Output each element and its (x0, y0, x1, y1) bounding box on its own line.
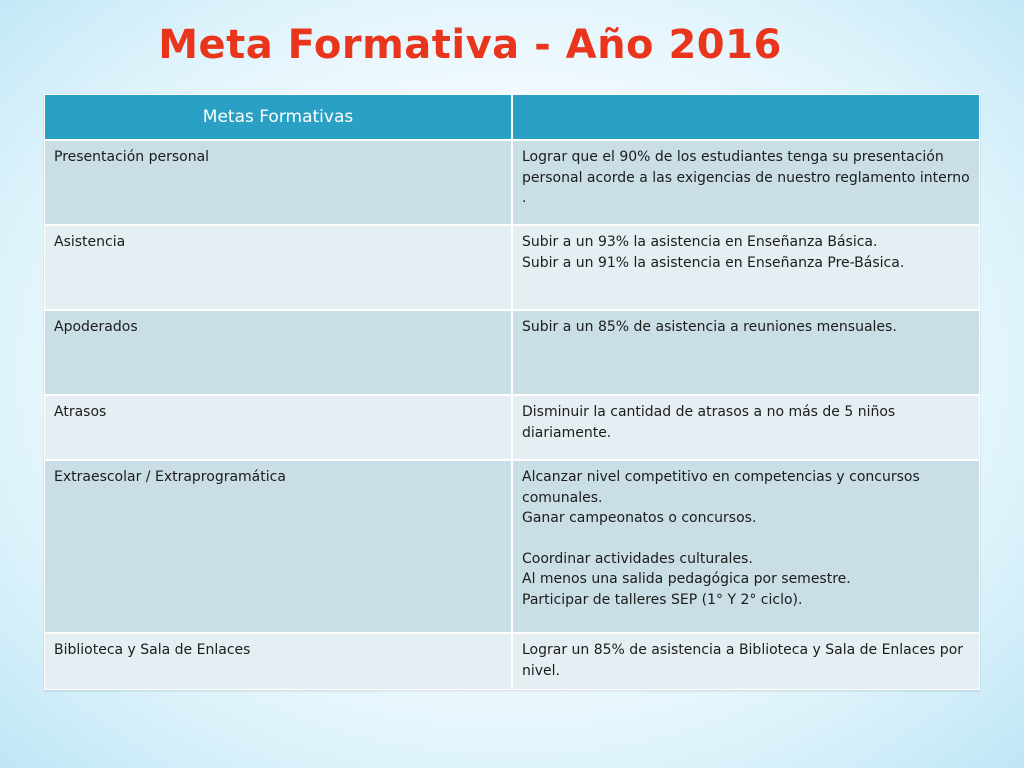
header-metas-formativas: Metas Formativas (44, 94, 512, 140)
row-goal (512, 395, 980, 460)
table-row (44, 310, 980, 395)
row-area: Extraescolar / Extraprogramática (44, 460, 512, 633)
row-area: Apoderados (44, 310, 512, 395)
table-header-row (44, 94, 980, 140)
goal-line: Participar de talleres SEP (1° Y 2° ciclo). (522, 591, 803, 608)
goal-line: Alcanzar nivel competitivo en competencias y concursos comunales. (522, 469, 920, 506)
goal-spacer (522, 529, 970, 549)
row-goal (512, 140, 980, 225)
goal-line: Lograr que el 90% de los estudiantes tenga su presentación personal acorde a las exigencias de nuestro reglamento interno . (522, 149, 970, 206)
row-goal (512, 225, 980, 310)
row-goal (512, 633, 980, 690)
goal-line: Ganar campeonatos o concursos. (522, 510, 757, 526)
table-row (44, 140, 980, 225)
goal-line: Al menos una salida pedagógica por semestre. (522, 571, 851, 587)
row-goal (512, 310, 980, 395)
slide-title: Meta Formativa - Año 2016 (158, 22, 782, 68)
goal-line: Disminuir la cantidad de atrasos a no más de 5 niños diariamente. (522, 404, 896, 441)
goal-line: Coordinar actividades culturales. (522, 550, 753, 567)
row-area: Asistencia (44, 225, 512, 310)
goals-table (44, 94, 980, 690)
header-empty (512, 94, 980, 140)
row-area: Biblioteca y Sala de Enlaces (44, 633, 512, 690)
goal-line: Lograr un 85% de asistencia a Biblioteca y Sala de Enlaces por nivel. (522, 642, 964, 679)
row-goal (512, 460, 980, 633)
table-row (44, 225, 980, 310)
table-row (44, 460, 980, 633)
row-area: Atrasos (44, 395, 512, 460)
goal-line: Subir a un 91% la asistencia en Enseñanza Pre-Básica. (522, 254, 905, 271)
row-area: Presentación personal (44, 140, 512, 225)
table-row (44, 633, 980, 690)
table-row (44, 395, 980, 460)
goal-line: Subir a un 93% la asistencia en Enseñanza Básica. (522, 234, 878, 250)
goal-line: Subir a un 85% de asistencia a reuniones mensuales. (522, 319, 897, 335)
